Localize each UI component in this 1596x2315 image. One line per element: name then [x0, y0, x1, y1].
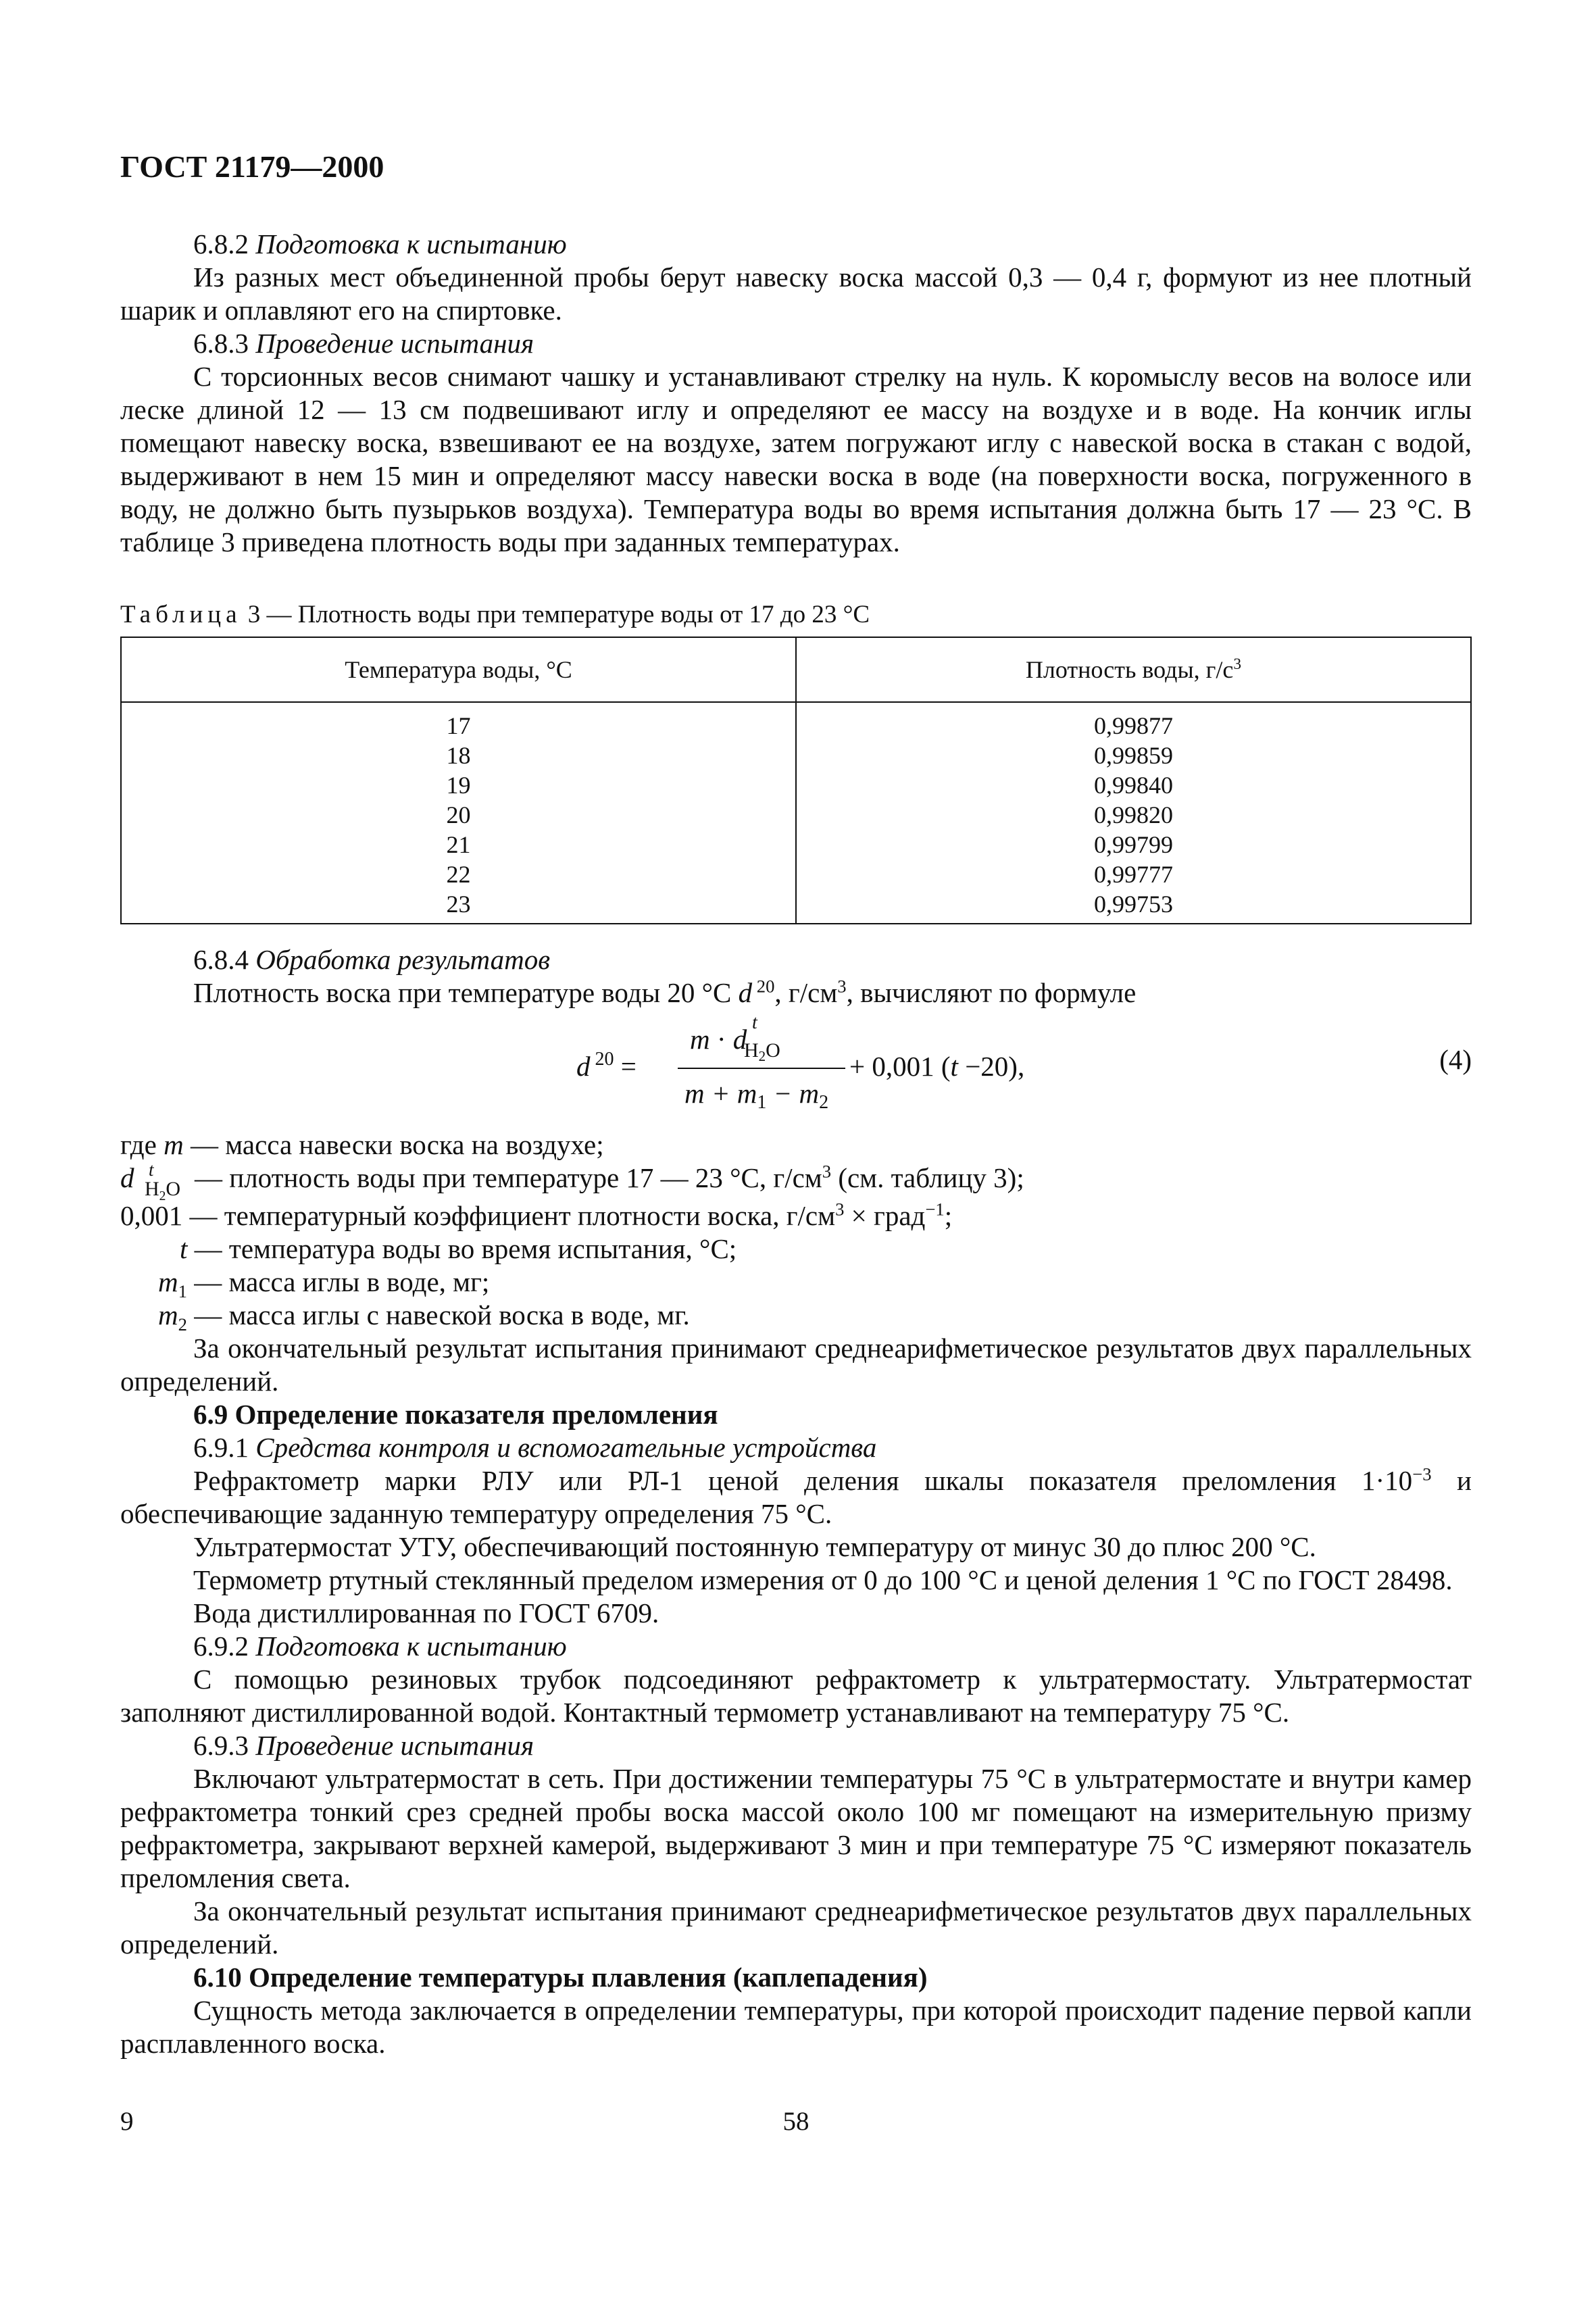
- section-683-text: С торсионных весов снимают чашку и устанавливают стрелку на нуль. К коромыслу весов на волосе или леске длиной 12 — 13 см подвешивают иглу и определяют ее массу на воздухе и в воде. На кончик иглы помещают навеску воска, взвешивают ее на воздухе, затем погружают иглу с навеской воска в стакан с водой, выдерживают в нем 15 мин и определяют массу навески воска в воде (на поверхности воска, погруженного в воду, не должно быть пузырьков воздуха). Температура воды во время испытания должна быть 17 — 23 °С. В таблице 3 приведена плотность воды при заданных температурах.: [120, 361, 1472, 557]
- section-684-intro: [120, 976, 1472, 1010]
- section-610-text: Сущность метода заключается в определении температуры, при которой происходит падение первой капли расплавленного воска.: [120, 1995, 1472, 2059]
- section-610-heading: 6.10 Определение температуры плавления (каплепадения): [193, 1962, 928, 1993]
- formula-denominator: [684, 1078, 828, 1113]
- water-density-table: [120, 637, 1472, 924]
- formula-4-svg: [576, 1014, 1117, 1115]
- intro-text-c: , вычисляют по формуле: [846, 977, 1137, 1008]
- intro-text-b: , г/см: [774, 977, 838, 1008]
- symbol-d-sub: [145, 1172, 180, 1205]
- table-row: [122, 889, 1470, 923]
- table-caption: [120, 598, 1472, 631]
- temperature-cell: 18: [446, 742, 471, 769]
- formula-den-mid: − m: [766, 1078, 820, 1109]
- table-header-row: [122, 638, 1470, 702]
- intro-sup-20: 20: [752, 976, 775, 997]
- section-number: 6.9.3: [193, 1730, 249, 1761]
- temperature-cell: 23: [446, 891, 471, 918]
- definition-m-text: — масса навески воска на воздухе;: [183, 1129, 604, 1160]
- symbol-d-sub-O: O: [166, 1178, 181, 1200]
- definition-d-text: [195, 1162, 1024, 1195]
- section-title: Проведение испытания: [255, 1730, 534, 1761]
- coefficient-sup-minus1: −1: [925, 1199, 945, 1220]
- temperature-cell: 21: [446, 831, 471, 858]
- formula-num-m: m: [690, 1024, 710, 1055]
- definition-d-text-b: (см. таблицу 3);: [831, 1162, 1024, 1193]
- formula-num-sub-2: 2: [758, 1048, 766, 1064]
- formula-den-sub2: 2: [819, 1092, 829, 1113]
- definition-m: [120, 1128, 1472, 1162]
- formula-den-sub1: 1: [757, 1092, 767, 1113]
- column-header-temperature: Температура воды, °С: [122, 638, 796, 702]
- density-cell: 0,99799: [796, 830, 1470, 860]
- refractometer-paragraph: [120, 1464, 1472, 1530]
- section-692-heading: [120, 1630, 1472, 1663]
- refractometer-text-b: и обеспечивающие заданную температуру определения 75 °С.: [120, 1465, 1472, 1529]
- density-cell: 0,99840: [796, 770, 1470, 800]
- section-693-final: За окончательный результат испытания принимают среднеарифметическое результатов двух параллельных определений.: [120, 1895, 1472, 1960]
- symbol-d-t: t: [149, 1160, 154, 1180]
- section-title: Средства контроля и вспомогательные устройства: [255, 1432, 877, 1463]
- density-cell: 0,99777: [796, 860, 1470, 889]
- column-header-density: [796, 638, 1470, 702]
- water-paragraph: Вода дистиллированная по ГОСТ 6709.: [193, 1597, 659, 1628]
- formula-num-dot: ·: [709, 1024, 733, 1055]
- column-header-density-text: Плотность воды, г/с: [1025, 656, 1234, 683]
- section-title: Подготовка к испытанию: [255, 1631, 567, 1662]
- table-caption-label: Таблица: [120, 601, 242, 628]
- coefficient-text-a: 0,001 — температурный коэффициент плотности воска, г/см: [120, 1200, 836, 1231]
- section-682-text: Из разных мест объединенной пробы берут навеску воска массой 0,3 — 0,4 г, формуют из нее плотный шарик и оплавляют его на спиртовке.: [120, 262, 1472, 326]
- definition-t: [120, 1233, 1472, 1266]
- density-cell: 0,99753: [796, 889, 1470, 923]
- formula-num-sub: [744, 1039, 780, 1064]
- definition-t-text: — температура воды во время испытания, °С;: [187, 1233, 737, 1264]
- formula-lhs: [576, 1049, 637, 1082]
- document-code: ГОСТ 21179—2000: [120, 149, 384, 184]
- section-number: 6.8.3: [193, 328, 249, 359]
- section-number: 6.8.2: [193, 228, 249, 259]
- section-title: Обработка результатов: [255, 944, 551, 975]
- section-692-text: С помощью резиновых трубок подсоединяют рефрактометр к ультратермостату. Ультратермостат заполняют дистиллированной водой. Контактный термометр устанавливают на температуру 75 °С.: [120, 1664, 1472, 1728]
- formula-tail-a: + 0,001 (: [849, 1051, 951, 1082]
- formula-lhs-d: d: [576, 1051, 591, 1082]
- density-cell: 0,99859: [796, 741, 1470, 770]
- table-row: [122, 702, 1470, 741]
- symbol-d-sub-H: H: [145, 1178, 159, 1200]
- formula-num-t: t: [752, 1014, 757, 1033]
- symbol-m2: m: [158, 1299, 178, 1330]
- thermostat-paragraph: Ультратермостат УТУ, обеспечивающий постоянную температуру от минус 30 до плюс 200 °С.: [193, 1531, 1316, 1562]
- final-result-note: За окончательный результат испытания принимают среднеарифметическое результатов двух параллельных определений.: [120, 1333, 1472, 1397]
- where-text: где: [120, 1129, 164, 1160]
- symbol-d-sub-2: 2: [159, 1189, 166, 1203]
- page-number: 58: [782, 2107, 809, 2136]
- density-table-grid: [122, 638, 1470, 923]
- formula-num-d: d: [732, 1024, 747, 1055]
- symbol-m2-sub: 2: [178, 1314, 187, 1335]
- document-page: [120, 150, 1472, 2060]
- formula-number: (4): [1439, 1044, 1472, 1075]
- formula-numerator: [690, 1024, 747, 1055]
- table-row: [122, 800, 1470, 830]
- temperature-cell: 17: [446, 712, 471, 739]
- temperature-cell: 22: [446, 861, 471, 888]
- definition-d-sup: 3: [822, 1161, 832, 1182]
- definition-m1-text: — масса иглы в воде, мг;: [186, 1266, 490, 1297]
- formula-definitions: [120, 1128, 1472, 1335]
- footer-left-number: 9: [120, 2107, 134, 2136]
- table-row: [122, 830, 1470, 860]
- formula-4: [120, 1014, 1472, 1115]
- formula-num-sub-H: H: [744, 1039, 759, 1062]
- refractometer-text-a: Рефрактометр марки РЛУ или РЛ-1 ценой деления шкалы показателя преломления 1·10: [193, 1465, 1413, 1496]
- intro-d-symbol: d: [738, 977, 753, 1008]
- section-title: Проведение испытания: [255, 328, 534, 359]
- symbol-m1-sub: 1: [178, 1281, 187, 1302]
- coefficient-sup-3: 3: [835, 1199, 845, 1220]
- section-number: 6.8.4: [193, 944, 249, 975]
- intro-sup-3: 3: [837, 976, 847, 997]
- symbol-m1: m: [158, 1266, 178, 1297]
- formula-eq: =: [614, 1051, 637, 1082]
- section-693-heading: [120, 1729, 1472, 1762]
- section-684-heading: [120, 943, 1472, 976]
- formula-tail: [849, 1051, 1024, 1082]
- density-cell: 0,99877: [796, 702, 1470, 741]
- table-row: [122, 741, 1470, 770]
- definition-m1: [120, 1266, 1472, 1302]
- formula-lhs-sup: 20: [590, 1049, 614, 1070]
- formula-tail-t: t: [950, 1051, 958, 1082]
- table-caption-text: 3 — Плотность воды при температуре воды от 17 до 23 °С: [241, 601, 870, 628]
- table-row: [122, 860, 1470, 889]
- temperature-cell: 19: [446, 772, 471, 799]
- refractometer-sup: −3: [1412, 1464, 1432, 1485]
- definition-coefficient: [120, 1199, 1472, 1233]
- symbol-m: m: [164, 1129, 184, 1160]
- formula-den-m: m + m: [684, 1078, 757, 1109]
- formula-num-sub-O: O: [766, 1039, 780, 1062]
- section-69-heading: 6.9 Определение показателя преломления: [193, 1399, 718, 1430]
- definition-m2: [120, 1299, 1472, 1335]
- section-number: 6.9.1: [193, 1432, 249, 1463]
- thermometer-paragraph: Термометр ртутный стеклянный пределом измерения от 0 до 100 °С и ценой деления 1 °С по ГОСТ 28498.: [193, 1564, 1453, 1595]
- symbol-d: d: [120, 1162, 134, 1193]
- temperature-cell: 20: [446, 801, 471, 828]
- column-header-density-sup: 3: [1233, 655, 1242, 673]
- section-number: 6.9.2: [193, 1631, 249, 1662]
- symbol-t: t: [180, 1233, 188, 1264]
- coefficient-text-b: × град: [844, 1200, 926, 1231]
- section-691-heading: [120, 1431, 1472, 1464]
- intro-text-a: Плотность воска при температуре воды 20 °С: [193, 977, 739, 1008]
- section-title: Подготовка к испытанию: [255, 228, 567, 259]
- section-682-heading: [120, 228, 1472, 261]
- section-693-text: Включают ультратермостат в сеть. При достижении температуры 75 °С в ультратермостате и внутри камер рефрактометра тонкий срез средней пробы воска массой около 100 мг помещают на измерительную призму рефрактометра, закрывают верхней камерой, выдерживают 3 мин и при температуре 75 °С измеряют показатель преломления света.: [120, 1763, 1472, 1893]
- definition-d-text-a: — плотность воды при температуре 17 — 23 °С, г/см: [195, 1162, 822, 1193]
- table-row: [122, 770, 1470, 800]
- coefficient-text-c: ;: [944, 1200, 953, 1231]
- density-cell: 0,99820: [796, 800, 1470, 830]
- definition-d-water: [120, 1160, 1472, 1203]
- section-683-heading: [120, 327, 1472, 360]
- formula-tail-b: −20),: [957, 1051, 1025, 1082]
- definition-m2-text: — масса иглы с навеской воска в воде, мг.: [186, 1299, 690, 1330]
